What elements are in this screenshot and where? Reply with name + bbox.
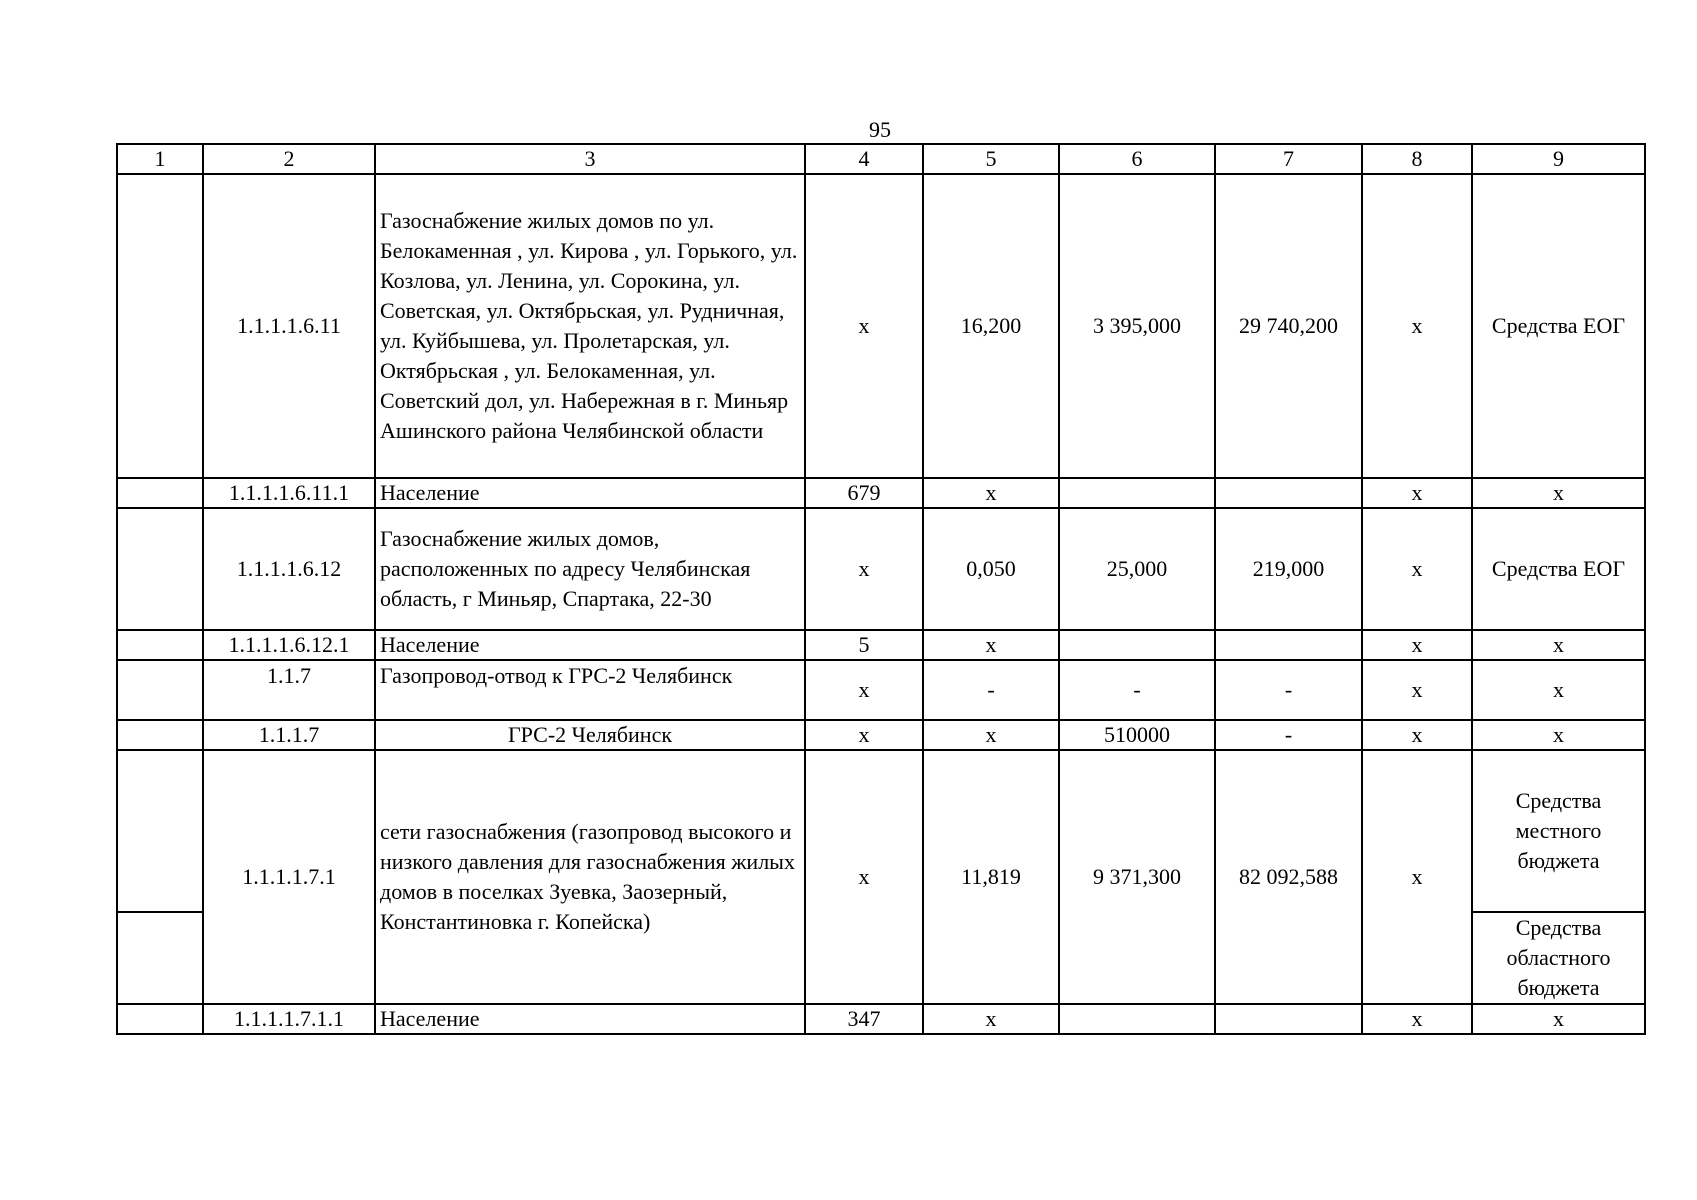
header-cell: 8 xyxy=(1362,144,1472,174)
description-cell: ГРС-2 Челябинск xyxy=(375,720,805,750)
row-number-cell xyxy=(117,720,203,750)
col8-cell: x xyxy=(1362,630,1472,660)
col7-cell: - xyxy=(1215,720,1362,750)
description-cell: Газоснабжение жилых домов, расположенных по адресу Челябинская область, г Миньяр, Спартака, 22-30 xyxy=(375,508,805,630)
col5-cell: x xyxy=(923,1004,1059,1034)
table-row xyxy=(117,478,1645,508)
col8-cell: x xyxy=(1362,174,1472,478)
code-cell: 1.1.1.1.6.11.1 xyxy=(203,478,375,508)
funding-source-cell: x xyxy=(1472,630,1645,660)
code-cell: 1.1.1.1.7.1 xyxy=(203,750,375,1004)
col5-cell: - xyxy=(923,660,1059,720)
funding-source-regional-cell: Средства областного бюджета xyxy=(1472,912,1645,1004)
funding-source-local-cell: Средства местного бюджета xyxy=(1472,750,1645,912)
row-number-cell xyxy=(117,660,203,720)
col7-cell xyxy=(1215,1004,1362,1034)
header-cell: 5 xyxy=(923,144,1059,174)
col5-cell: 16,200 xyxy=(923,174,1059,478)
col4-cell: x xyxy=(805,750,923,1004)
code-cell: 1.1.1.1.6.11 xyxy=(203,174,375,478)
col6-cell: 9 371,300 xyxy=(1059,750,1215,1004)
funding-source-cell: Средства ЕОГ xyxy=(1472,508,1645,630)
col8-cell: x xyxy=(1362,508,1472,630)
header-row xyxy=(117,144,1645,174)
table-row xyxy=(117,720,1645,750)
col4-cell: 5 xyxy=(805,630,923,660)
col4-cell: 347 xyxy=(805,1004,923,1034)
row-number-cell xyxy=(117,508,203,630)
funding-source-cell: x xyxy=(1472,720,1645,750)
description-cell: Газопровод-отвод к ГРС-2 Челябинск xyxy=(375,660,805,720)
col8-cell: x xyxy=(1362,720,1472,750)
col8-cell: x xyxy=(1362,750,1472,1004)
page-number: 95 xyxy=(869,117,891,142)
description-cell: Население xyxy=(375,1004,805,1034)
header-cell: 3 xyxy=(375,144,805,174)
row-number-cell xyxy=(117,174,203,478)
col6-cell: 510000 xyxy=(1059,720,1215,750)
table-row xyxy=(117,508,1645,630)
row-number-cell xyxy=(117,750,203,912)
code-cell: 1.1.1.7 xyxy=(203,720,375,750)
table-row xyxy=(117,750,1645,912)
table-row xyxy=(117,174,1645,478)
funding-source-cell: x xyxy=(1472,660,1645,720)
col7-cell xyxy=(1215,478,1362,508)
col7-cell: 82 092,588 xyxy=(1215,750,1362,1004)
col8-cell: x xyxy=(1362,1004,1472,1034)
col7-cell: - xyxy=(1215,660,1362,720)
header-cell: 1 xyxy=(117,144,203,174)
col5-cell: x xyxy=(923,720,1059,750)
col5-cell: x xyxy=(923,630,1059,660)
col4-cell: x xyxy=(805,174,923,478)
table-row xyxy=(117,1004,1645,1034)
col4-cell: 679 xyxy=(805,478,923,508)
funding-source-cell: Средства ЕОГ xyxy=(1472,174,1645,478)
data-table xyxy=(116,143,1646,1035)
row-number-cell xyxy=(117,912,203,1004)
col6-cell: 25,000 xyxy=(1059,508,1215,630)
col8-cell: x xyxy=(1362,478,1472,508)
header-cell: 7 xyxy=(1215,144,1362,174)
col7-cell: 219,000 xyxy=(1215,508,1362,630)
col4-cell: x xyxy=(805,720,923,750)
col6-cell xyxy=(1059,630,1215,660)
col6-cell: 3 395,000 xyxy=(1059,174,1215,478)
header-cell: 9 xyxy=(1472,144,1645,174)
col5-cell: 0,050 xyxy=(923,508,1059,630)
col7-cell: 29 740,200 xyxy=(1215,174,1362,478)
col4-cell: x xyxy=(805,660,923,720)
code-cell: 1.1.7 xyxy=(203,660,375,720)
header-cell: 6 xyxy=(1059,144,1215,174)
col8-cell: x xyxy=(1362,660,1472,720)
header-cell: 2 xyxy=(203,144,375,174)
code-cell: 1.1.1.1.6.12.1 xyxy=(203,630,375,660)
description-cell: Население xyxy=(375,630,805,660)
funding-source-cell: x xyxy=(1472,1004,1645,1034)
description-cell: Население xyxy=(375,478,805,508)
col6-cell xyxy=(1059,1004,1215,1034)
funding-source-cell: x xyxy=(1472,478,1645,508)
row-number-cell xyxy=(117,630,203,660)
description-cell: Газоснабжение жилых домов по ул. Белокаменная , ул. Кирова , ул. Горького, ул. Козлова, ул. Ленина, ул. Сорокина, ул. Советская, ул. Октябрьская, ул. Рудничная, ул. Куйбышева, ул. Пролетарская, ул. Октябрьская , ул. Белокаменная, ул. Советский дол, ул. Набережная в г. Миньяр Ашинского района Челябинской области xyxy=(375,174,805,478)
row-number-cell xyxy=(117,478,203,508)
col5-cell: x xyxy=(923,478,1059,508)
code-cell: 1.1.1.1.7.1.1 xyxy=(203,1004,375,1034)
col6-cell xyxy=(1059,478,1215,508)
description-cell: сети газоснабжения (газопровод высокого и низкого давления для газоснабжения жилых домов в поселках Зуевка, Заозерный, Константиновка г. Копейска) xyxy=(375,750,805,1004)
code-cell: 1.1.1.1.6.12 xyxy=(203,508,375,630)
table-row xyxy=(117,660,1645,720)
table-row xyxy=(117,630,1645,660)
col7-cell xyxy=(1215,630,1362,660)
row-number-cell xyxy=(117,1004,203,1034)
col4-cell: x xyxy=(805,508,923,630)
col6-cell: - xyxy=(1059,660,1215,720)
col5-cell: 11,819 xyxy=(923,750,1059,1004)
header-cell: 4 xyxy=(805,144,923,174)
